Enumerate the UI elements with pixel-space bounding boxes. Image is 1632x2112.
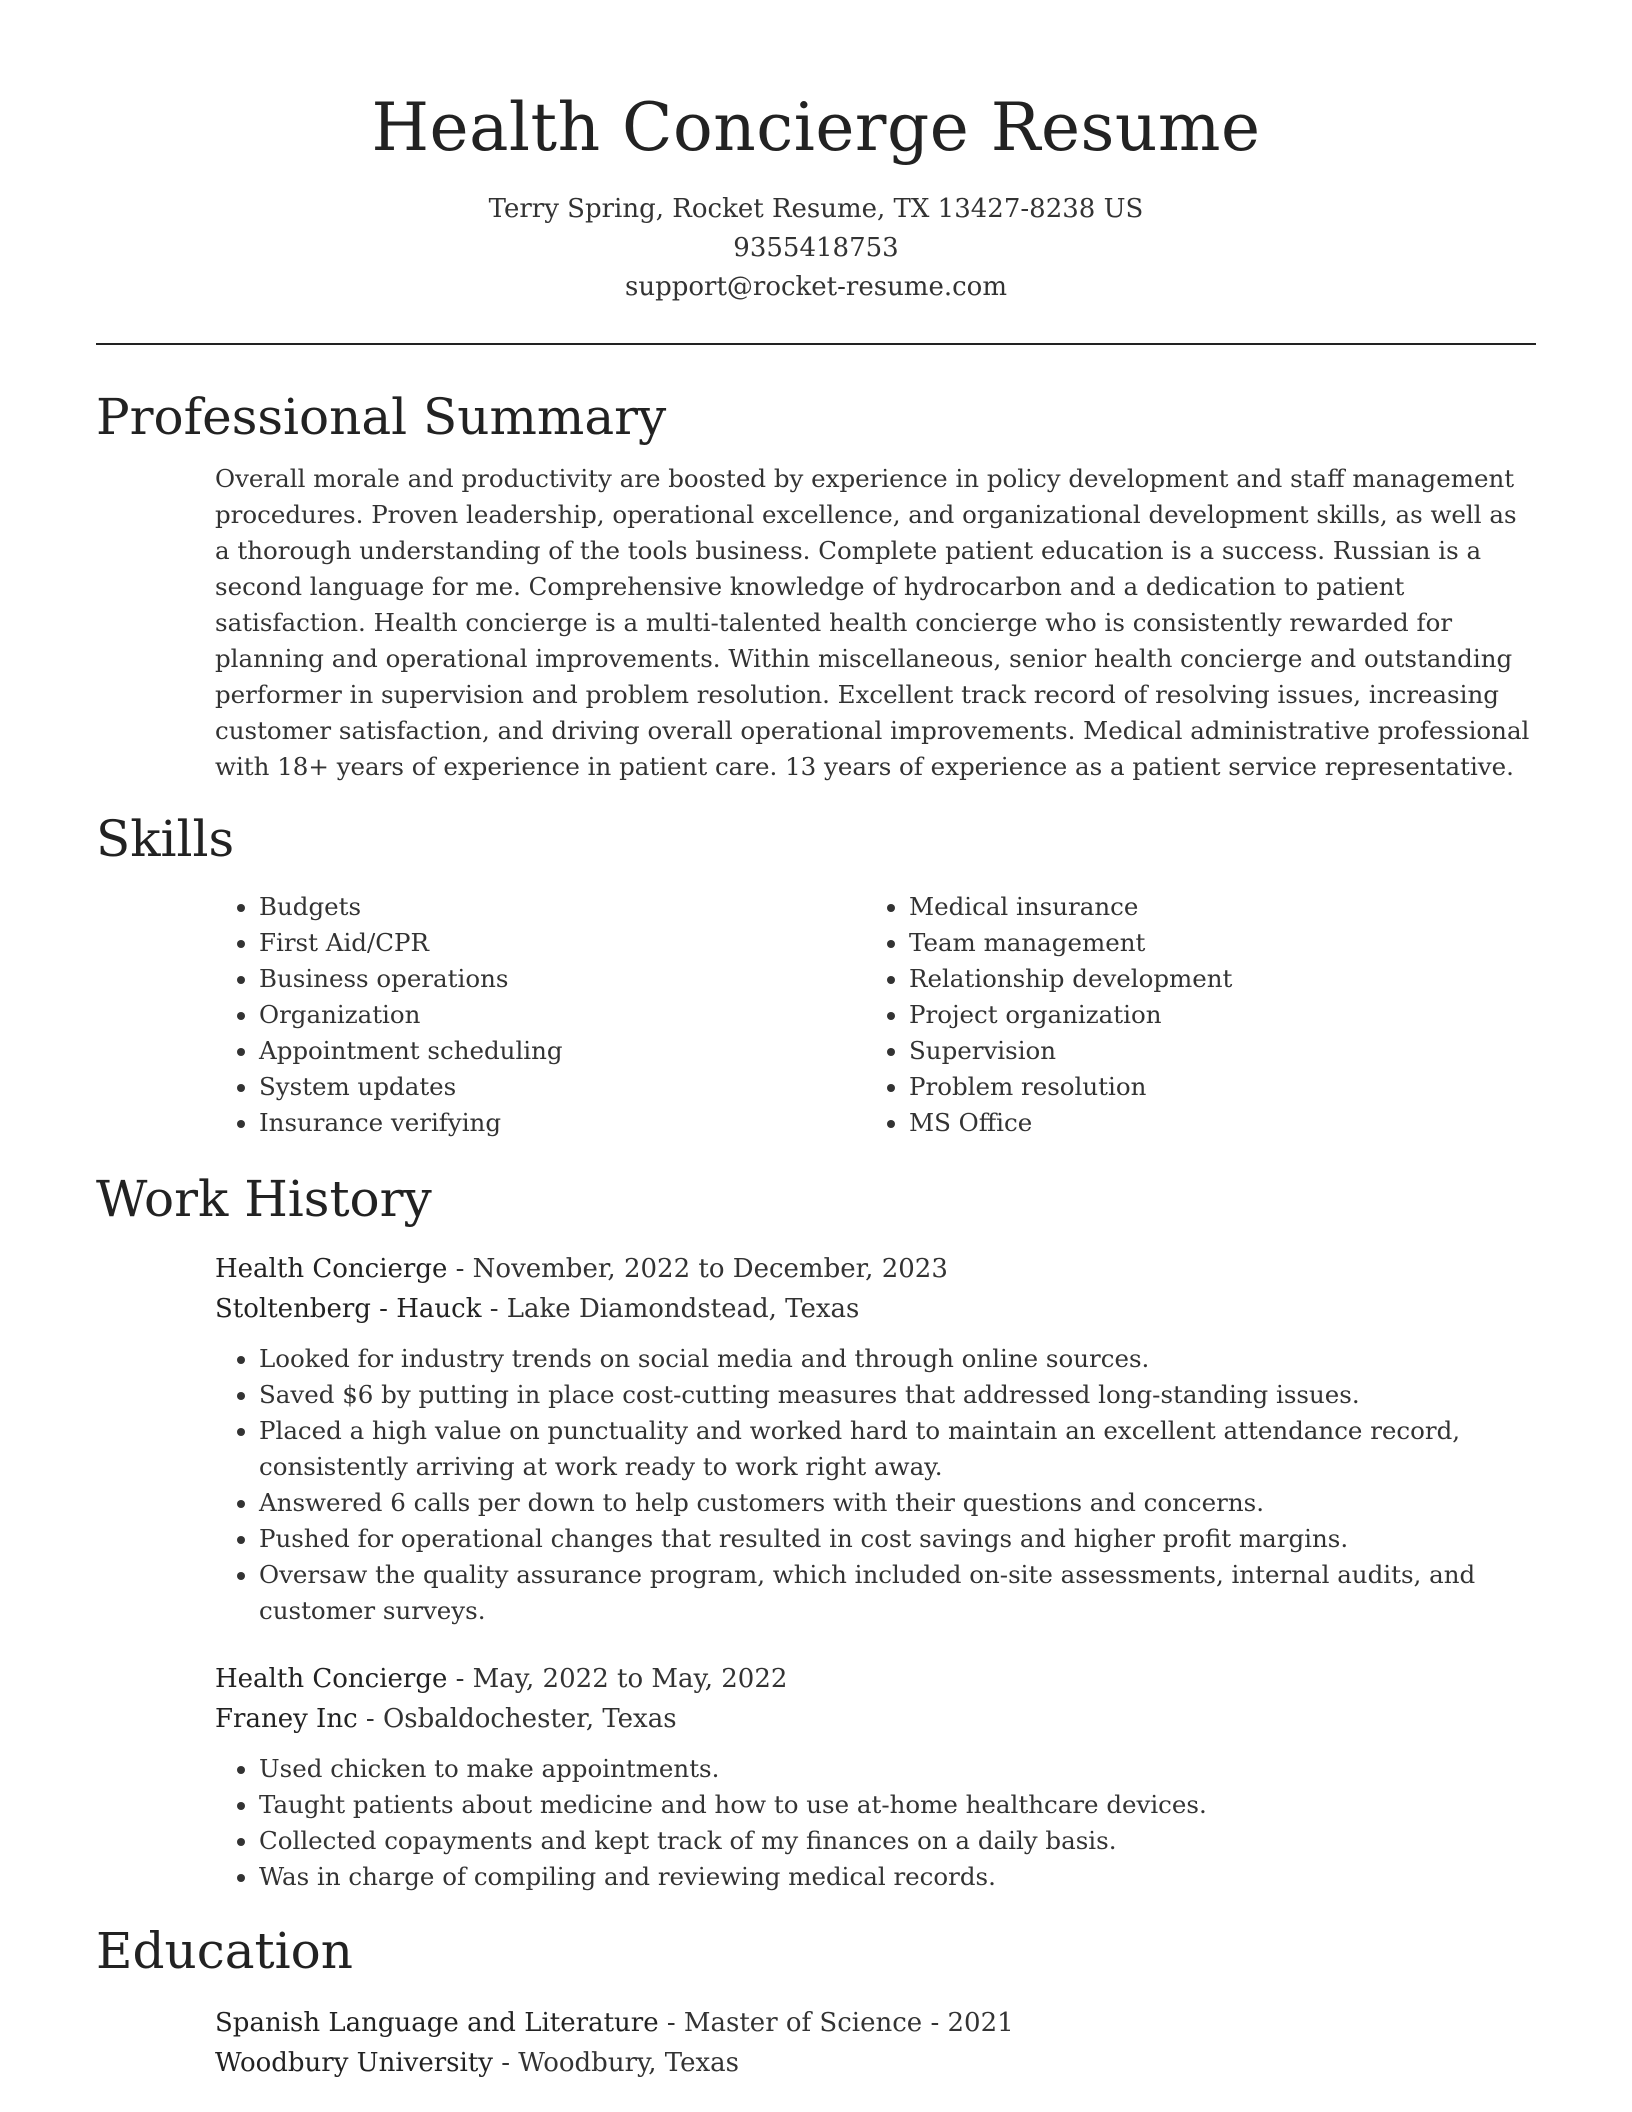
- job-bullet: • Answered 6 calls per down to help customers with their questions and concerns.: [259, 1485, 1536, 1521]
- job-bullet: • Looked for industry trends on social media and through online sources.: [259, 1341, 1536, 1377]
- job-title: Health Concierge: [215, 1664, 448, 1694]
- summary-section: [96, 385, 1536, 785]
- skills-list-right: [865, 889, 1232, 1141]
- contact-phone: 9355418753: [733, 233, 899, 263]
- job-bullets: [215, 1751, 1536, 1895]
- header-divider: [96, 343, 1536, 345]
- contact-email: support@rocket-resume.com: [624, 272, 1007, 302]
- school-location: - Woodbury, Texas: [492, 2048, 739, 2078]
- degree-field: Spanish Language and Literature: [215, 2008, 659, 2038]
- school-name: Woodbury University: [215, 2048, 493, 2078]
- skill-item: • Organization: [259, 997, 865, 1033]
- job-company-line: [215, 1699, 1536, 1739]
- job-dates: - November, 2022 to December, 2023: [447, 1254, 948, 1284]
- skill-item: • Budgets: [259, 889, 865, 925]
- job-dates: - May, 2022 to May, 2022: [447, 1664, 788, 1694]
- job-bullet: • Saved $6 by putting in place cost-cutting measures that addressed long-standing issues.: [259, 1377, 1536, 1413]
- skill-item: • Medical insurance: [909, 889, 1232, 925]
- job-title-line: [215, 1659, 1536, 1699]
- skill-item: • System updates: [259, 1069, 865, 1105]
- degree-details: - Master of Science - 2021: [658, 2008, 1014, 2038]
- job-title-line: [215, 1249, 1536, 1289]
- skills-list-left: [215, 889, 865, 1141]
- skill-item: • Insurance verifying: [259, 1105, 865, 1141]
- skill-item: • Business operations: [259, 961, 865, 997]
- job-bullet: • Was in charge of compiling and reviewing medical records.: [259, 1859, 1536, 1895]
- summary-text: Overall morale and productivity are boosted by experience in policy development and staff management procedures. Proven leadership, operational excellence, and organizational development skills, as well as a thorough understanding of the tools business. Complete patient education is a success. Russian is a second language for me. Comprehensive knowledge of hydrocarbon and a dedication to patient satisfaction. Health concierge is a multi-talented health concierge who is consistently rewarded for planning and operational improvements. Within miscellaneous, senior health concierge and outstanding performer in supervision and problem resolution. Excellent track record of resolving issues, increasing customer satisfaction, and driving overall operational improvements. Medical administrative professional with 18+ years of experience in patient care. 13 years of experience as a patient service representative.: [215, 464, 1530, 781]
- skills-section: [96, 807, 1536, 1141]
- work-history-heading: Work History: [96, 1170, 432, 1228]
- job-title: Health Concierge: [215, 1254, 448, 1284]
- resume-page: [96, 0, 1536, 2083]
- contact-info: [96, 190, 1536, 307]
- job-company-line: [215, 1289, 1536, 1329]
- resume-title: Health Concierge Resume: [371, 89, 1261, 166]
- work-history-section: [96, 1167, 1536, 1895]
- summary-heading: Professional Summary: [96, 388, 667, 446]
- job-bullet: • Used chicken to make appointments.: [259, 1751, 1536, 1787]
- contact-address: Terry Spring, Rocket Resume, TX 13427-8238 US: [488, 194, 1144, 224]
- job-bullet: • Collected copayments and kept track of my finances on a daily basis.: [259, 1823, 1536, 1859]
- education-heading: Education: [96, 1922, 353, 1980]
- skill-item: • Appointment scheduling: [259, 1033, 865, 1069]
- job-company: Franey Inc: [215, 1704, 358, 1734]
- job-entry: [215, 1249, 1536, 1629]
- job-bullets: [215, 1341, 1536, 1629]
- education-entry: [215, 2003, 1536, 2083]
- degree-line: [215, 2003, 1536, 2043]
- skill-item: • MS Office: [909, 1105, 1232, 1141]
- skill-item: • Project organization: [909, 997, 1232, 1033]
- job-bullet: • Pushed for operational changes that resulted in cost savings and higher profit margins.: [259, 1521, 1536, 1557]
- skills-columns: [215, 889, 1536, 1141]
- skill-item: • Team management: [909, 925, 1232, 961]
- skills-heading: Skills: [96, 810, 235, 868]
- job-bullet: • Oversaw the quality assurance program, which included on-site assessments, internal audits, and customer surveys.: [259, 1557, 1536, 1629]
- education-section: [96, 1919, 1536, 2083]
- skill-item: • Relationship development: [909, 961, 1232, 997]
- school-line: [215, 2043, 1536, 2083]
- job-entry: [215, 1659, 1536, 1895]
- job-bullet: • Taught patients about medicine and how to use at-home healthcare devices.: [259, 1787, 1536, 1823]
- job-bullet: • Placed a high value on punctuality and worked hard to maintain an excellent attendance record, consistently arriving at work ready to work right away.: [259, 1413, 1536, 1485]
- skill-item: • Supervision: [909, 1033, 1232, 1069]
- skill-item: • First Aid/CPR: [259, 925, 865, 961]
- job-location: - Osbaldochester, Texas: [357, 1704, 677, 1734]
- skill-item: • Problem resolution: [909, 1069, 1232, 1105]
- job-company: Stoltenberg - Hauck: [215, 1294, 482, 1324]
- job-location: - Lake Diamondstead, Texas: [481, 1294, 860, 1324]
